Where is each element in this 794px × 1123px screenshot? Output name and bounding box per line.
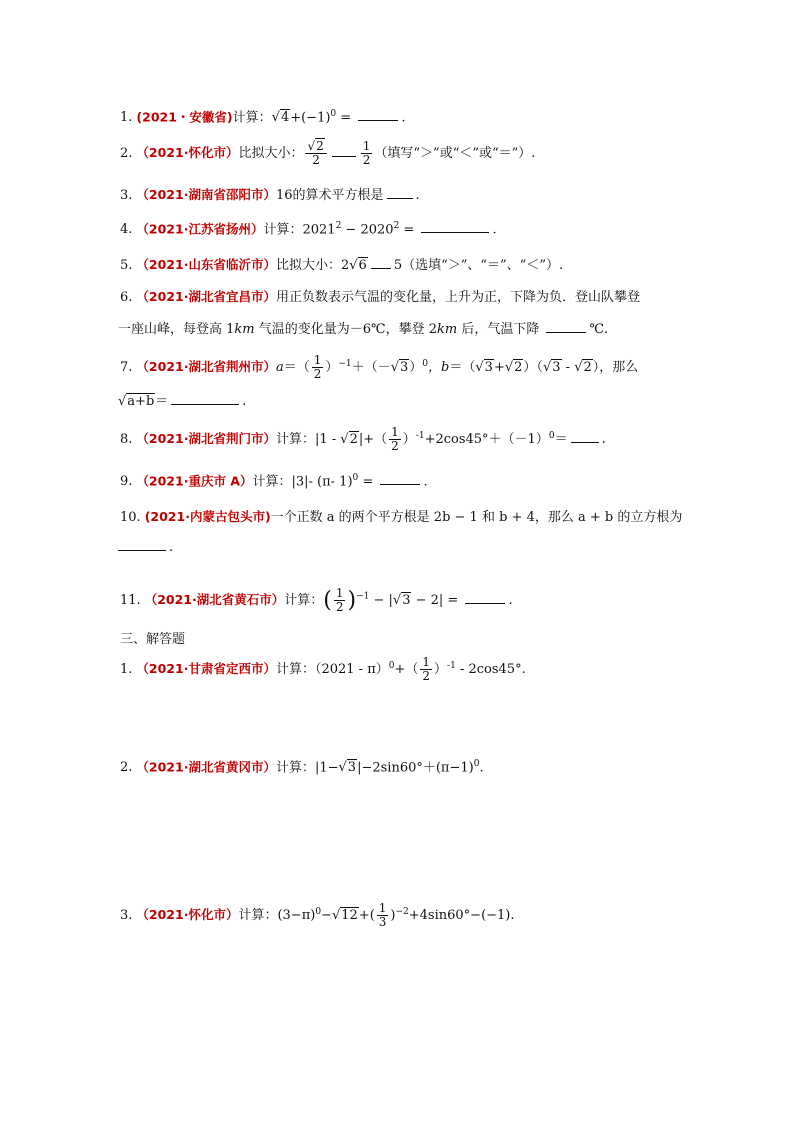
section-heading: 三、解答题	[120, 632, 186, 647]
question-8: 8. （2021·湖北省荆门市）计算：|1 - √2|+（ $\frac{1}{2}$ ）$^{-1}+2\cos 45^\circ+(-1)^0=$ .	[120, 425, 606, 454]
source-tag: （2021·湖北省荆门市）	[136, 431, 276, 447]
question-11: 11. （2021·湖北省黄石市）计算：( $\frac{1}{2}$ )$^{-1}$ − |√3 − 2| = .	[120, 585, 513, 614]
answer-blank[interactable]	[371, 256, 391, 269]
sqrt-4: √4	[271, 110, 290, 126]
question-10-line-2: .	[118, 538, 734, 558]
source-tag: （2021·湖北省黄石市）	[144, 592, 285, 607]
source-tag: （2021·重庆市 A）	[136, 473, 253, 489]
source-tag: （2021·湖北省黄冈市）	[136, 759, 276, 775]
answer-blank[interactable]	[571, 430, 599, 443]
source-tag: （2021·怀化市）	[136, 907, 239, 923]
question-10: 10. (2021·内蒙古包头市)一个正数 a 的两个平方根是 2b − 1 和 b + 4，那么 a + b 的立方根为	[120, 509, 683, 525]
answer-blank[interactable]	[118, 538, 166, 551]
source-tag: (2021·内蒙古包头市)	[144, 509, 271, 524]
solve-question-2: 2. （2021·湖北省黄冈市）计算：$|1-√3|-2\sin 60^\circ+(\pi-1)^0$.	[120, 759, 484, 776]
source-tag: （2021·山东省临沂市）	[136, 257, 276, 272]
question-7: 7. （2021·湖北省荆州市）a＝（ $\frac{1}{2}$ ）$^{-1}+(-√3)^0$，b＝（√3+√2）（√3 - √2），那么	[120, 353, 639, 382]
fraction: $\frac{1}{2}$	[362, 139, 371, 168]
answer-blank[interactable]	[387, 186, 413, 199]
source-tag: （2021·怀化市）	[136, 145, 239, 161]
answer-blank[interactable]	[171, 392, 239, 405]
fraction: $\frac{√2}{2}$	[305, 140, 326, 167]
answer-blank[interactable]	[465, 591, 505, 604]
source-tag: （2021·湖北省荆州市）	[136, 359, 276, 375]
answer-blank[interactable]	[546, 320, 586, 333]
answer-blank[interactable]	[380, 472, 420, 485]
question-6: 6. （2021·湖北省宜昌市）用正负数表示气温的变化量，上升为正，下降为负．登山队攀登	[120, 289, 640, 305]
source-tag: （2021·湖南省邵阳市）	[136, 187, 276, 202]
source-tag: （2021·湖北省宜昌市）	[136, 289, 276, 304]
solve-question-1: 1. （2021·甘肃省定西市）计算：（2021 - π）$^0$+（ $\frac{1}{2}$ ）$^{-1}$ - 2cos45°.	[120, 655, 526, 684]
question-7-line-2: √a+b＝ .	[118, 394, 247, 409]
question-2: 2. （2021·怀化市）比拟大小： $\frac{√2}{2}$ $\frac{1}{2}$ （填写“＞”或“＜”或“＝”）.	[120, 139, 536, 168]
source-tag: （2021·甘肃省定西市）	[136, 661, 276, 677]
question-1: 1. (2021・安徽省)计算：$√4+(-1)^0$ = .	[120, 108, 734, 128]
solve-question-3: 3. （2021·怀化市）计算：$(3-\pi)^0-√12+$( $\frac{1}{3}$ )$^{-2}$+4sin60°−(−1).	[120, 901, 515, 930]
source-tag: （2021·江苏省扬州）	[136, 221, 264, 237]
answer-blank[interactable]	[358, 108, 398, 121]
question-5: 5. （2021·山东省临沂市）比拟大小：2√6 5（选填“＞”、“＝”、“＜”）.	[120, 257, 564, 273]
question-9: 9. （2021·重庆市 A）计算：|3|- (π- 1)$^0$ = .	[120, 473, 428, 490]
question-3: 3. （2021·湖南省邵阳市）16的算术平方根是 .	[120, 187, 420, 203]
answer-blank[interactable]	[421, 220, 489, 233]
question-6-line-2: 一座山峰，每登高 1km 气温的变化量为－6℃，攀登 2km 后，气温下降 ℃.	[118, 322, 609, 337]
answer-blank[interactable]	[332, 144, 356, 157]
source-tag: (2021・安徽省)	[136, 109, 233, 125]
question-4: 4. （2021·江苏省扬州）计算：$2021^2 - 2020^2$ = .	[120, 221, 497, 238]
